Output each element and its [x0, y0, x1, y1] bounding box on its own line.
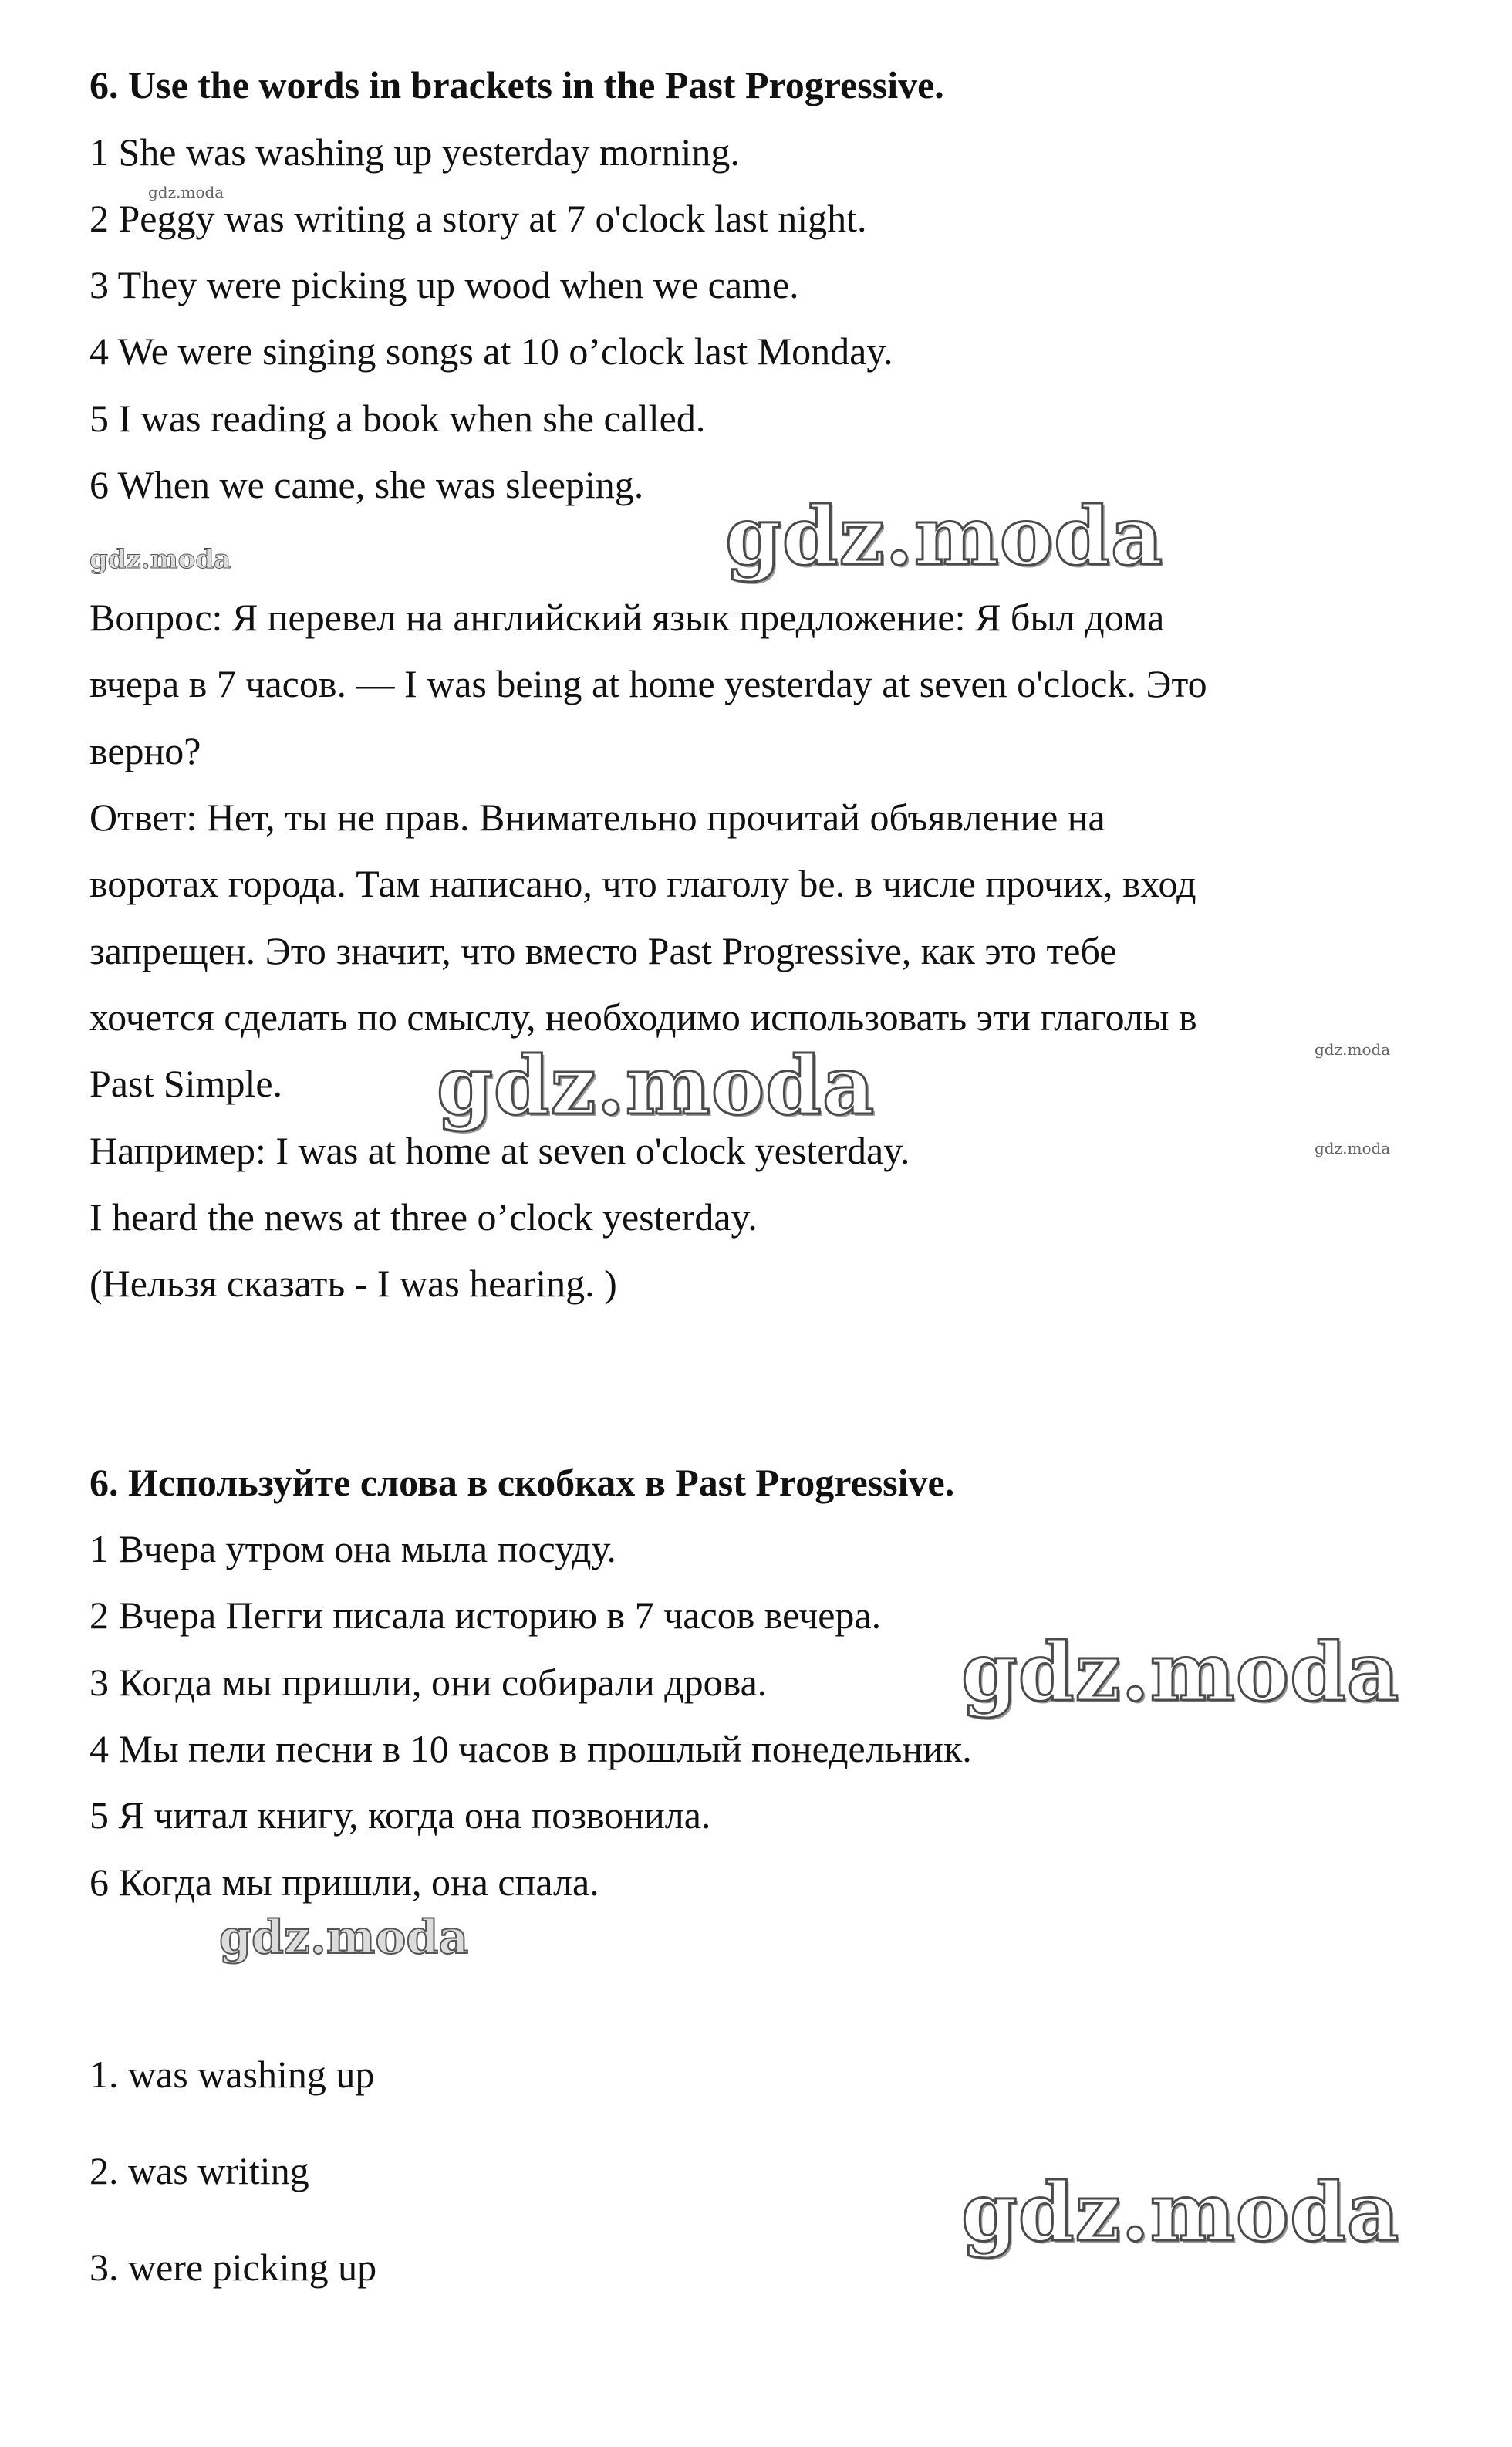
- sentence-en-2: 2 Peggy was writing a story at 7 o'clock last night.: [89, 197, 867, 240]
- sentence-en-4: 4 We were singing songs at 10 o’clock last Monday.: [89, 330, 893, 373]
- sentence-ru-2: 2 Вчера Пегги писала историю в 7 часов вечера.: [89, 1594, 882, 1637]
- sentence-en-6: 6 When we came, she was sleeping.: [89, 463, 644, 506]
- sentence-en-3: 3 They were picking up wood when we came.: [89, 263, 799, 306]
- answer-item-3: 3. were picking up: [89, 2246, 377, 2289]
- sentence-ru-3: 3 Когда мы пришли, они собирали дрова.: [89, 1661, 768, 1704]
- answer-line-5: Past Simple.: [89, 1062, 283, 1105]
- answer-item-1: 1. was washing up: [89, 2053, 375, 2096]
- answer-line-4: хочется сделать по смыслу, необходимо использовать эти глаголы в: [89, 995, 1197, 1039]
- example-line-2: I heard the news at three o’clock yesterday.: [89, 1195, 758, 1239]
- watermark-logo: gdz.moda: [437, 1038, 876, 1133]
- answer-line-1: Ответ: Нет, ты не прав. Внимательно прочитай объявление на: [89, 796, 1105, 839]
- question-line-2: вчера в 7 часов. — I was being at home yesterday at seven o'clock. Это: [89, 662, 1207, 705]
- watermark-logo: gdz.moda: [89, 544, 231, 575]
- watermark-logo: gdz.moda: [219, 1911, 469, 1965]
- watermark-logo: gdz.moda: [1315, 1040, 1391, 1059]
- watermark-logo: gdz.moda: [1315, 1139, 1391, 1158]
- exercise-title-ru: 6. Используйте слова в скобках в Past Progressive.: [89, 1461, 955, 1504]
- watermark-logo: gdz.moda: [961, 1624, 1400, 1719]
- watermark-logo: gdz.moda: [961, 2165, 1400, 2259]
- question-line-1: Вопрос: Я перевел на английский язык предложение: Я был дома: [89, 596, 1165, 639]
- example-line-1: Например: I was at home at seven o'clock yesterday.: [89, 1129, 910, 1172]
- watermark-logo: gdz.moda: [725, 488, 1164, 583]
- example-line-3: (Нельзя сказать - I was hearing. ): [89, 1262, 617, 1305]
- sentence-ru-5: 5 Я читал книгу, когда она позвонила.: [89, 1793, 711, 1837]
- question-line-3: верно?: [89, 729, 201, 772]
- exercise-title-en: 6. Use the words in brackets in the Past Progressive.: [89, 63, 944, 106]
- sentence-ru-1: 1 Вчера утром она мыла посуду.: [89, 1527, 616, 1570]
- answer-line-2: воротах города. Там написано, что глаголу be. в числе прочих, вход: [89, 862, 1196, 905]
- sentence-ru-6: 6 Когда мы пришли, она спала.: [89, 1861, 599, 1904]
- sentence-en-1: 1 She was washing up yesterday morning.: [89, 130, 740, 174]
- answer-item-2: 2. was writing: [89, 2149, 309, 2192]
- sentence-en-5: 5 I was reading a book when she called.: [89, 397, 706, 440]
- answer-line-3: запрещен. Это значит, что вместо Past Progressive, как это тебе: [89, 929, 1117, 972]
- sentence-ru-4: 4 Мы пели песни в 10 часов в прошлый понедельник.: [89, 1727, 972, 1770]
- watermark-logo: gdz.moda: [148, 183, 224, 201]
